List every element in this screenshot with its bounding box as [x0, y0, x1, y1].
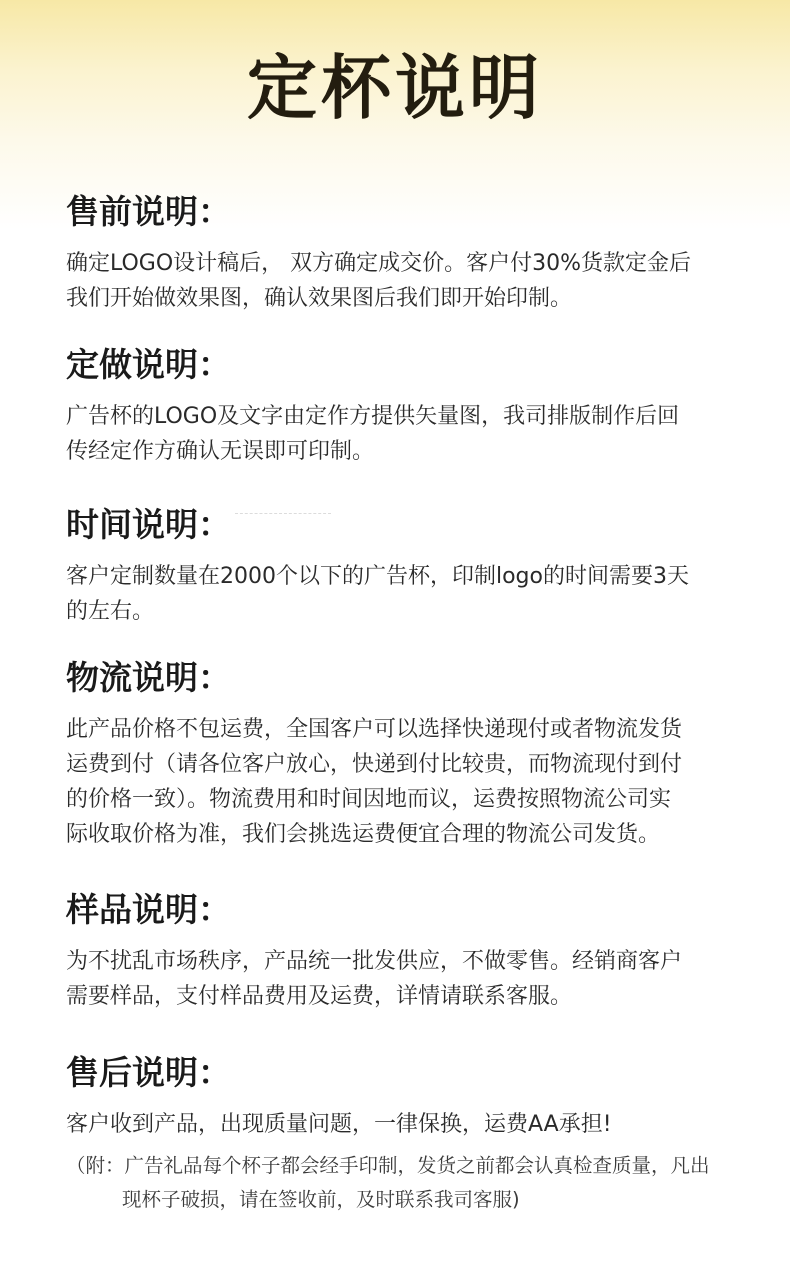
presale-line-2: 我们开始做效果图，确认效果图后我们即开始印制。: [66, 286, 573, 311]
presale-heading: 售前说明：: [66, 192, 231, 231]
sample-line-1: 为不扰乱市场秩序，产品统一批发供应，不做零售。经销商客户: [66, 949, 683, 974]
footnote-line-2: 现杯子破损，请在签收前，及时联系我司客服): [122, 1188, 520, 1211]
aftersale-heading: 售后说明：: [66, 1053, 231, 1092]
logistics-body: [66, 712, 746, 852]
sample-line-2: 需要样品，支付样品费用及运费，详情请联系客服。: [66, 984, 573, 1009]
sample-body: [66, 944, 746, 1014]
aftersale-line-1: 客户收到产品，出现质量问题，一律保换，运费AA承担!: [66, 1112, 612, 1137]
aftersale-body: [66, 1107, 746, 1142]
time-section: [66, 505, 746, 629]
logistics-line-2: 运费到付（请各位客户放心，快递到付比较贵，而物流现付到付: [66, 752, 683, 777]
presale-body: [66, 246, 746, 316]
customization-body: [66, 399, 746, 469]
time-body: [66, 559, 746, 629]
customization-section: [66, 345, 746, 469]
customization-line-2: 传经定作方确认无误即可印制。: [66, 439, 375, 464]
time-heading: 时间说明：: [66, 505, 231, 544]
time-line-1: 客户定制数量在2000个以下的广告杯，印制logo的时间需要3天: [66, 564, 689, 589]
logistics-line-3: 的价格一致）。物流费用和时间因地而议，运费按照物流公司实: [66, 787, 672, 812]
sample-heading: 样品说明：: [66, 890, 231, 929]
dotted-decoration: [235, 513, 331, 514]
page-title: 定杯说明: [247, 47, 543, 129]
footnote: [66, 1149, 750, 1217]
presale-line-1: 确定LOGO设计稿后， 双方确定成交价。客户付30%货款定金后: [66, 251, 692, 276]
presale-section: [66, 192, 746, 316]
logistics-section: [66, 658, 746, 852]
time-heading-row: [66, 505, 746, 545]
footnote-line-1: （附：广告礼品每个杯子都会经手印制，发货之前都会认真检查质量，凡出: [66, 1154, 710, 1177]
logistics-line-4: 际收取价格为准，我们会挑选运费便宜合理的物流公司发货。: [66, 822, 661, 847]
time-line-2: 的左右。: [66, 599, 155, 624]
customization-line-1: 广告杯的LOGO及文字由定作方提供矢量图，我司排版制作后回: [66, 404, 680, 429]
customization-heading: 定做说明：: [66, 345, 231, 384]
logistics-heading: 物流说明：: [66, 658, 231, 697]
sample-section: [66, 890, 746, 1014]
logistics-line-1: 此产品价格不包运费，全国客户可以选择快递现付或者物流发货: [66, 717, 683, 742]
aftersale-section: [66, 1053, 746, 1142]
